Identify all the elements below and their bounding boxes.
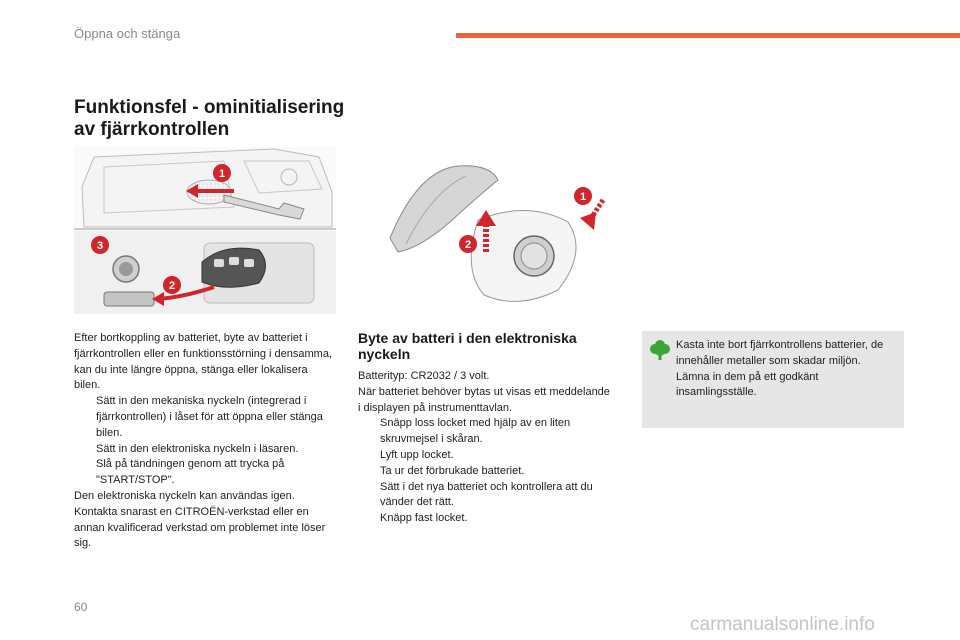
- section-title-line-2: nyckeln: [358, 346, 411, 362]
- marker-3: [91, 236, 109, 254]
- environment-note-line-1: Kasta inte bort fjärrkontrollens batterier, de innehåller metaller som skadar miljön.: [676, 339, 884, 367]
- svg-text:1: 1: [579, 191, 587, 203]
- step-item: [358, 448, 610, 464]
- watermark: carmanualsonline.info: [690, 614, 875, 635]
- step-text: Slå på tändningen genom att trycka på "START/STOP".: [96, 458, 285, 487]
- section-title-line-1: Funktionsfel - ominitialisering: [74, 97, 345, 118]
- reinitialisation-text: [74, 331, 336, 552]
- section-title-reinitialisation: [74, 97, 364, 141]
- step-text: Knäpp fast locket.: [380, 512, 468, 525]
- step-item: [358, 511, 610, 527]
- key-fob-open-drawing: [358, 160, 608, 320]
- environment-note-line-2: Lämna in dem på ett godkänt insamlingsställe.: [676, 370, 819, 399]
- environment-note-text: [676, 338, 898, 401]
- marker-1: [574, 187, 592, 205]
- battery-type: Batterityp: CR2032 / 3 volt.: [358, 370, 490, 382]
- marker-2: [163, 276, 181, 294]
- page-number: 60: [74, 600, 88, 614]
- header-accent-bar: [456, 33, 960, 38]
- chapter-title: Öppna och stänga: [74, 26, 181, 41]
- outro-paragraph: Den elektroniska nyckeln kan användas igen. Kontakta snarast en CITROËN-verkstad eller en annan kvalificerad verkstad om problemet inte löser sig.: [74, 489, 326, 550]
- battery-notice: När batteriet behöver bytas ut visas ett meddelande i displayen på instrumenttavlan.: [358, 385, 610, 414]
- step-item: [74, 394, 336, 441]
- step-item: [358, 416, 610, 448]
- step-text: Ta ur det förbrukade batteriet.: [380, 464, 525, 477]
- step-item: [74, 457, 336, 489]
- marker-2: [459, 235, 477, 253]
- battery-replacement-illustration: [358, 160, 608, 320]
- marker-1: [213, 164, 231, 182]
- section-title-line-1: Byte av batteri i den elektroniska: [358, 330, 577, 346]
- step-item: [358, 464, 610, 480]
- step-item: [74, 442, 336, 458]
- car-interior-drawing: [74, 147, 336, 314]
- step-text: Sätt in den mekaniska nyckeln (integrerad i fjärrkontrollen) i låset för att öppna eller stänga bilen.: [96, 395, 323, 439]
- tree-icon: [650, 339, 670, 361]
- step-item: [358, 480, 610, 512]
- svg-text:2: 2: [464, 239, 472, 251]
- step-text: Lyft upp locket.: [380, 448, 454, 461]
- battery-text: [358, 369, 610, 527]
- step-text: Snäpp loss locket med hjälp av en liten skruvmejsel i skåran.: [380, 417, 571, 446]
- svg-text:3: 3: [96, 240, 104, 252]
- section-title-battery: [358, 330, 628, 362]
- section-title-line-2: av fjärrkontrollen: [74, 119, 230, 140]
- intro-paragraph: Efter bortkoppling av batteriet, byte av batteriet i fjärrkontrollen eller en funktionsstörning i densamma, kan du inte längre öppna, stänga eller lokalisera bilen.: [74, 332, 333, 392]
- environment-note: [642, 331, 904, 428]
- step-text: Sätt in den elektroniska nyckeln i läsaren.: [96, 442, 299, 455]
- svg-text:1: 1: [218, 168, 226, 180]
- step-text: Sätt i det nya batteriet och kontrollera att du vänder det rätt.: [380, 480, 593, 509]
- door-lock-and-reader-illustration: [74, 147, 336, 314]
- svg-text:2: 2: [168, 280, 176, 292]
